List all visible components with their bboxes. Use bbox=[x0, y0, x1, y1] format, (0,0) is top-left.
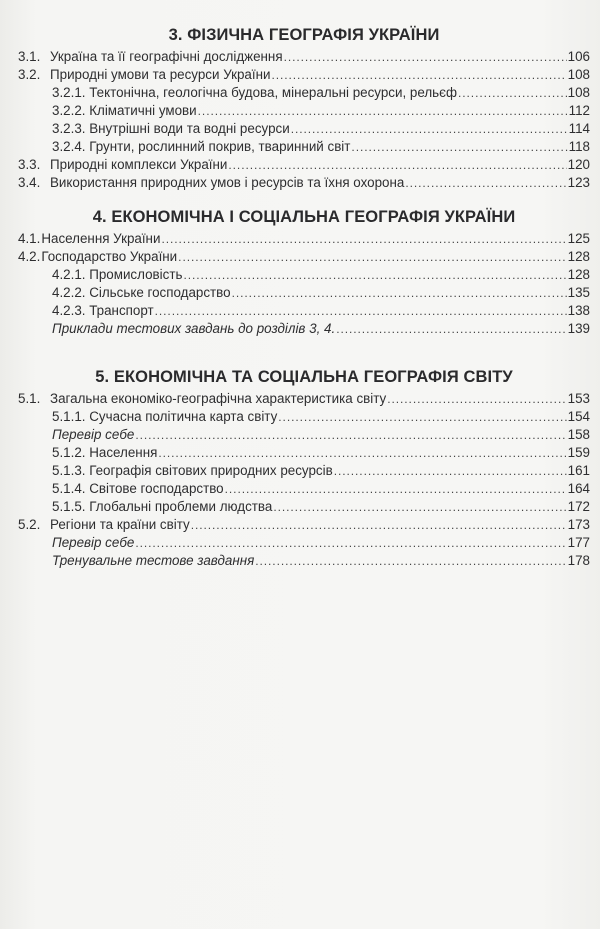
entry-label: 4.2.2. Сільське господарство bbox=[52, 285, 231, 300]
entry-label: Використання природних умов і ресурсів та їхня охорона bbox=[50, 175, 405, 190]
section-title: 3. ФІЗИЧНА ГЕОГРАФІЯ УКРАЇНИ bbox=[168, 26, 440, 44]
dot-leader bbox=[278, 408, 566, 426]
dot-leader bbox=[135, 534, 566, 552]
dot-leader bbox=[405, 174, 566, 192]
page-number: 158 bbox=[567, 427, 590, 442]
dot-leader bbox=[458, 84, 567, 102]
toc-entry bbox=[18, 120, 590, 138]
dot-leader bbox=[158, 444, 566, 462]
toc-entry bbox=[18, 66, 590, 84]
toc-entry bbox=[18, 248, 590, 266]
toc-entry bbox=[18, 480, 590, 498]
entry-number: 4.1. bbox=[18, 231, 41, 246]
dot-leader bbox=[228, 156, 566, 174]
section-title: 4. ЕКОНОМІЧНА І СОЦІАЛЬНА ГЕОГРАФІЯ УКРАЇНИ bbox=[92, 208, 516, 226]
page-number: 177 bbox=[567, 535, 590, 550]
page-number: 135 bbox=[567, 285, 590, 300]
toc-entry bbox=[18, 84, 590, 102]
entry-label: Природні умови та ресурси України bbox=[50, 67, 271, 82]
toc-entry bbox=[18, 552, 590, 570]
entry-label: 5.1.3. Географія світових природних ресурсів bbox=[52, 463, 333, 478]
entry-label: Регіони та країни світу bbox=[50, 517, 190, 532]
toc-entry bbox=[18, 266, 590, 284]
page-number: 173 bbox=[567, 517, 590, 532]
entry-label: 5.1.4. Світове господарство bbox=[52, 481, 224, 496]
dot-leader bbox=[178, 248, 566, 266]
dot-leader bbox=[135, 426, 566, 444]
page-number: 106 bbox=[567, 49, 590, 64]
toc-entry bbox=[18, 156, 590, 174]
entry-label: 3.2.3. Внутрішні води та водні ресурси bbox=[52, 121, 290, 136]
page-number: 128 bbox=[567, 267, 590, 282]
toc-entry bbox=[18, 230, 590, 248]
entry-label: Приклади тестових завдань до розділів 3, 4. bbox=[52, 321, 336, 336]
dot-leader bbox=[284, 48, 567, 66]
entry-number: 3.4. bbox=[18, 175, 41, 190]
toc-entry bbox=[18, 320, 590, 338]
entry-number: 4.2. bbox=[18, 249, 41, 264]
entry-label: Тренувальне тестове завдання bbox=[52, 553, 255, 568]
page-number: 108 bbox=[567, 85, 590, 100]
page-number: 159 bbox=[567, 445, 590, 460]
toc-section-4 bbox=[18, 206, 590, 338]
entry-label: 5.1.5. Глобальні проблеми людства bbox=[52, 499, 273, 514]
page-number: 125 bbox=[567, 231, 590, 246]
entry-label: 5.1.2. Населення bbox=[52, 445, 158, 460]
dot-leader bbox=[225, 480, 567, 498]
dot-leader bbox=[291, 120, 568, 138]
entry-label: Населення України bbox=[41, 231, 161, 246]
entry-label: 5.1.1. Сучасна політична карта світу bbox=[52, 409, 278, 424]
toc-entry bbox=[18, 498, 590, 516]
entry-label: Перевір себе bbox=[52, 535, 135, 550]
page-number: 123 bbox=[567, 175, 590, 190]
toc-entry bbox=[18, 138, 590, 156]
entry-label: Природні комплекси України bbox=[50, 157, 228, 172]
toc-entry bbox=[18, 516, 590, 534]
page-number: 154 bbox=[567, 409, 590, 424]
dot-leader bbox=[155, 302, 567, 320]
page-number: 172 bbox=[567, 499, 590, 514]
toc-entry bbox=[18, 48, 590, 66]
toc-entry bbox=[18, 408, 590, 426]
dot-leader bbox=[273, 498, 566, 516]
toc-entry bbox=[18, 426, 590, 444]
page-number: 108 bbox=[567, 67, 590, 82]
dot-leader bbox=[232, 284, 567, 302]
entry-label: 3.2.1. Тектонічна, геологічна будова, мінеральні ресурси, рельєф bbox=[52, 85, 457, 100]
page-number: 138 bbox=[567, 303, 590, 318]
toc-entry bbox=[18, 284, 590, 302]
page-number: 118 bbox=[568, 139, 590, 154]
entry-number: 5.2. bbox=[18, 517, 41, 532]
dot-leader bbox=[255, 552, 566, 570]
entry-label: Господарство України bbox=[41, 249, 178, 264]
page-number: 120 bbox=[567, 157, 590, 172]
section-title: 5. ЕКОНОМІЧНА ТА СОЦІАЛЬНА ГЕОГРАФІЯ СВІТУ bbox=[95, 368, 513, 386]
page-number: 153 bbox=[567, 391, 590, 406]
entry-label: 4.2.1. Промисловість bbox=[52, 267, 183, 282]
page-number: 112 bbox=[568, 103, 590, 118]
dot-leader bbox=[198, 102, 568, 120]
dot-leader bbox=[334, 462, 567, 480]
entry-label: Україна та її географічні дослідження bbox=[50, 49, 283, 64]
toc-entry bbox=[18, 444, 590, 462]
dot-leader bbox=[336, 320, 566, 338]
entry-label: Загальна економіко-географічна характеристика світу bbox=[50, 391, 387, 406]
toc-entry bbox=[18, 102, 590, 120]
toc-entry bbox=[18, 174, 590, 192]
toc-section-5 bbox=[18, 366, 590, 570]
page-number: 161 bbox=[567, 463, 590, 478]
page-number: 114 bbox=[568, 121, 590, 136]
toc-entry bbox=[18, 534, 590, 552]
entry-number: 5.1. bbox=[18, 391, 41, 406]
entry-label: 3.2.2. Кліматичні умови bbox=[52, 103, 197, 118]
dot-leader bbox=[183, 266, 566, 284]
dot-leader bbox=[161, 230, 566, 248]
entry-label: Перевір себе bbox=[52, 427, 135, 442]
entry-label: 4.2.3. Транспорт bbox=[52, 303, 154, 318]
toc-entry bbox=[18, 302, 590, 320]
page-number: 128 bbox=[567, 249, 590, 264]
toc-section-3 bbox=[18, 24, 590, 192]
toc-entry bbox=[18, 462, 590, 480]
entry-label: 3.2.4. Грунти, рослинний покрив, тваринний світ bbox=[52, 139, 351, 154]
entry-number: 3.3. bbox=[18, 157, 41, 172]
dot-leader bbox=[351, 138, 567, 156]
dot-leader bbox=[191, 516, 567, 534]
page-number: 139 bbox=[567, 321, 590, 336]
toc-entry bbox=[18, 390, 590, 408]
entry-number: 3.2. bbox=[18, 67, 41, 82]
entry-number: 3.1. bbox=[18, 49, 41, 64]
page-number: 178 bbox=[567, 553, 590, 568]
page-number: 164 bbox=[567, 481, 590, 496]
dot-leader bbox=[271, 66, 566, 84]
dot-leader bbox=[387, 390, 566, 408]
